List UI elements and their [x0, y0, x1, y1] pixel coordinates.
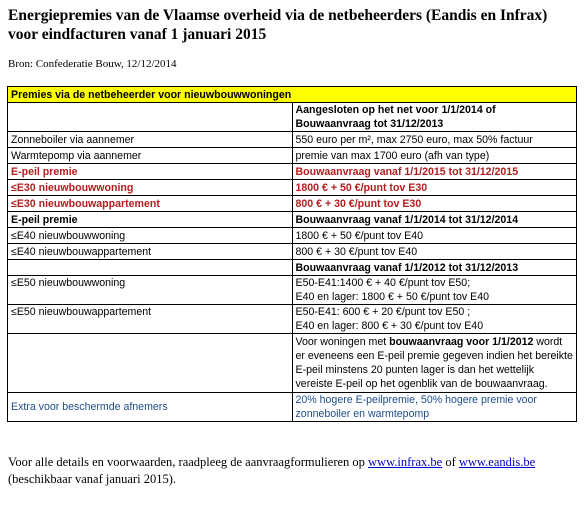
row-value: 1800 € + 50 €/punt tov E30	[292, 180, 577, 196]
table-row	[8, 276, 577, 305]
row-value: Bouwaanvraag vanaf 1/1/2014 tot 31/12/2014	[292, 212, 577, 228]
premium-table	[7, 86, 577, 422]
table-row	[8, 196, 577, 212]
row-value-line: E40 en lager: 800 € + 30 €/punt tov E40	[295, 320, 484, 332]
row-label: ≤E50 nieuwbouwwoning	[8, 276, 293, 305]
note-text: wordt er eveneens een E-peil premie gegeven indien het bereikte E-peil minstens 20 punten lager is dan het wettelijk vereiste E-peil op het ogenblik van de bouwaanvraag.	[295, 336, 573, 390]
row-value: 20% hogere E-peilpremie, 50% hogere premie voor zonneboiler en warmtepomp	[292, 393, 577, 422]
footer-text: Voor alle details en voorwaarden, raadpleeg de aanvraagformulieren op	[8, 455, 369, 469]
row-label: ≤E50 nieuwbouwappartement	[8, 305, 293, 334]
row-value	[292, 334, 577, 393]
row-label: Extra voor beschermde afnemers	[8, 393, 293, 422]
row-value: Bouwaanvraag vanaf 1/1/2012 tot 31/12/2013	[292, 260, 577, 276]
row-value: Aangesloten op het net voor 1/1/2014 of Bouwaanvraag tot 31/12/2013	[292, 103, 577, 132]
row-label: E-peil premie	[8, 212, 293, 228]
table-row	[8, 244, 577, 260]
row-value-line: E50-E41: 600 € + 20 €/punt tov E50 ;	[295, 306, 471, 318]
table-row	[8, 228, 577, 244]
row-value: Bouwaanvraag vanaf 1/1/2015 tot 31/12/2015	[292, 164, 577, 180]
table-row	[8, 148, 577, 164]
row-value	[292, 276, 577, 305]
row-label	[8, 334, 293, 393]
row-label	[8, 260, 293, 276]
table-row	[8, 305, 577, 334]
table-row	[8, 334, 577, 393]
table-row	[8, 212, 577, 228]
footer-text: of	[442, 455, 459, 469]
row-value-line: E40 en lager: 1800 € + 50 €/punt tov E40	[295, 291, 489, 303]
row-label: ≤E30 nieuwbouwwoning	[8, 180, 293, 196]
row-value: 1800 € + 50 €/punt tov E40	[292, 228, 577, 244]
row-value: 800 € + 30 €/punt tov E40	[292, 244, 577, 260]
table-row	[8, 260, 577, 276]
row-label: Warmtepomp via aannemer	[8, 148, 293, 164]
row-value: 550 euro per m², max 2750 euro, max 50% factuur	[292, 132, 577, 148]
table-row	[8, 103, 577, 132]
row-label: E-peil premie	[8, 164, 293, 180]
footer-note	[8, 454, 578, 488]
table-row	[8, 132, 577, 148]
note-emphasis: bouwaanvraag voor 1/1/2012	[389, 336, 534, 348]
note-text: Voor woningen met	[295, 336, 390, 348]
table-header-cell: Premies via de netbeheerder voor nieuwbouwwoningen	[8, 87, 577, 103]
row-label: ≤E30 nieuwbouwappartement	[8, 196, 293, 212]
document-title: Energiepremies van de Vlaamse overheid via de netbeheerders (Eandis en Infrax) voor eindfacturen vanaf 1 januari 2015	[8, 7, 548, 43]
eandis-link[interactable]: www.eandis.be	[458, 455, 536, 469]
row-value: premie van max 1700 euro (afh van type)	[292, 148, 577, 164]
row-value	[292, 305, 577, 334]
source-line: Bron: Confederatie Bouw, 12/12/2014	[8, 58, 177, 70]
table-row	[8, 180, 577, 196]
row-value: 800 € + 30 €/punt tov E30	[292, 196, 577, 212]
footer-text: (beschikbaar vanaf januari 2015).	[8, 472, 176, 486]
table-row	[8, 164, 577, 180]
row-label: Zonneboiler via aannemer	[8, 132, 293, 148]
row-label: ≤E40 nieuwbouwappartement	[8, 244, 293, 260]
row-label: ≤E40 nieuwbouwwoning	[8, 228, 293, 244]
row-label	[8, 103, 293, 132]
table-header-row	[8, 87, 577, 103]
row-value-line: E50-E41:1400 € + 40 €/punt tov E50;	[295, 277, 471, 289]
infrax-link[interactable]: www.infrax.be	[368, 455, 443, 469]
table-row	[8, 393, 577, 422]
